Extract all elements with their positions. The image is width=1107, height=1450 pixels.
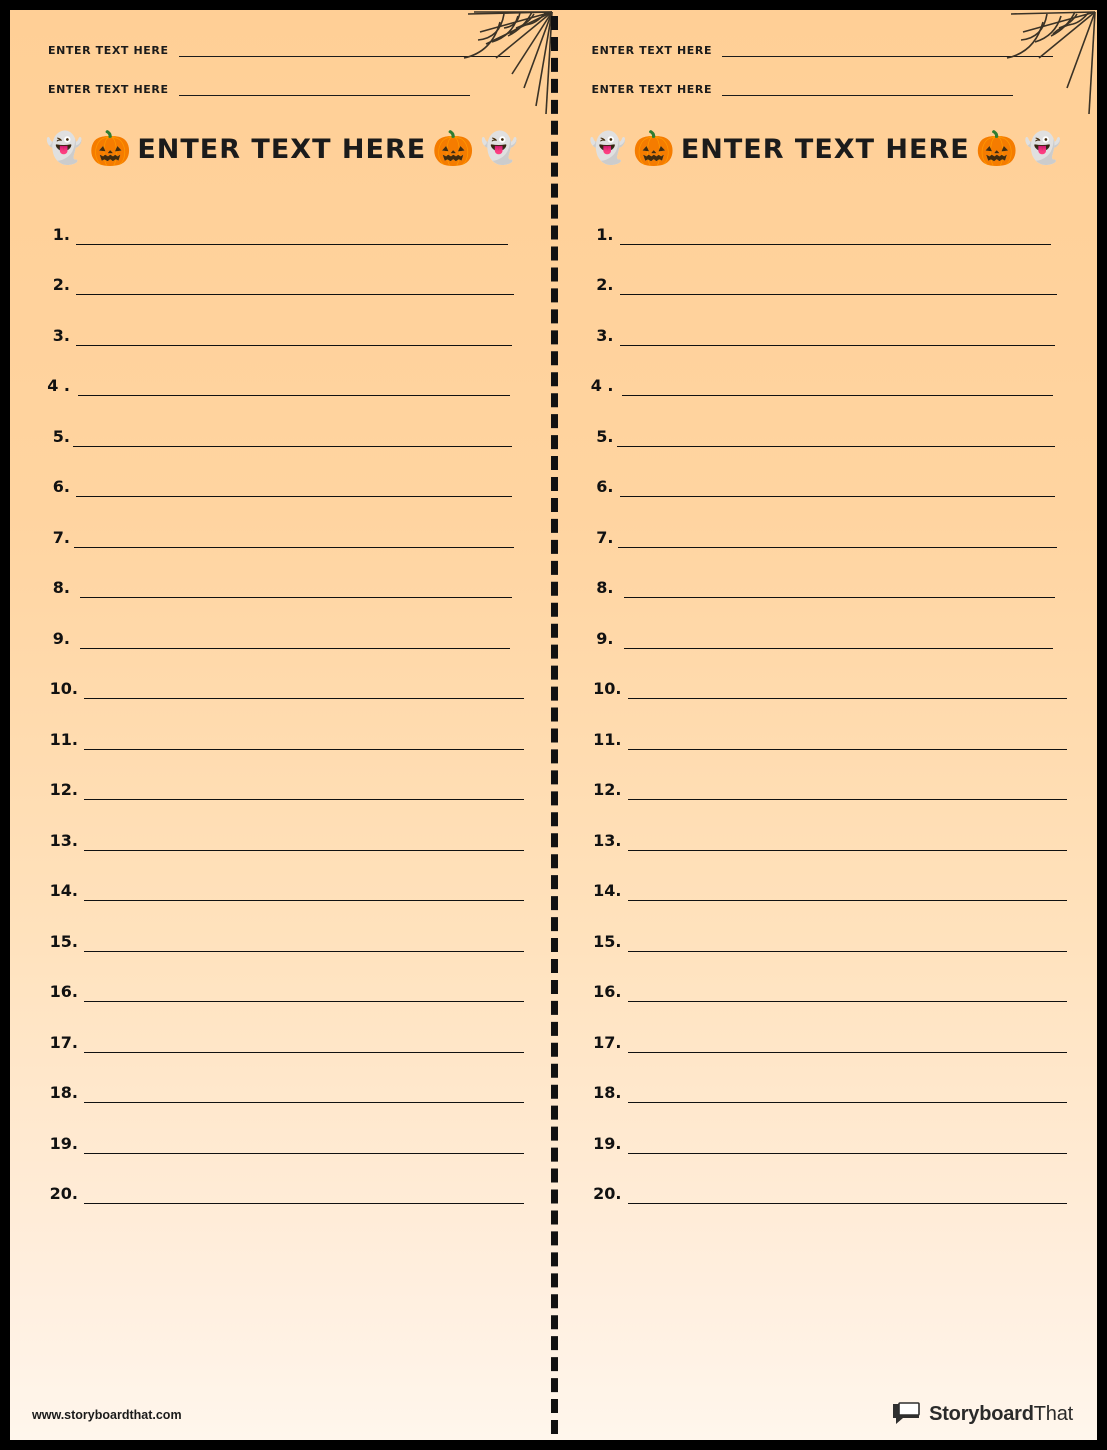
pumpkin-icon: 🎃	[432, 130, 475, 168]
list-write-line[interactable]	[84, 834, 524, 851]
list-item	[576, 396, 1068, 447]
list-write-line[interactable]	[76, 278, 514, 295]
list-write-line[interactable]	[628, 733, 1068, 750]
list-item	[576, 750, 1068, 801]
title-row	[576, 118, 1076, 180]
worksheet-sheet	[10, 10, 1097, 1440]
list-number: 5.	[52, 426, 70, 446]
list-number: 12.	[593, 780, 622, 799]
pumpkin-icon: 🎃	[975, 130, 1019, 168]
list-item	[32, 952, 524, 1003]
list-number: 7.	[52, 527, 70, 547]
list-item	[32, 750, 524, 801]
list-number: 1.	[52, 224, 70, 244]
list-number: 8.	[596, 578, 614, 597]
page-title: ENTER TEXT HERE	[137, 133, 427, 165]
list-number: 10.	[49, 679, 78, 698]
list-number: 8.	[52, 578, 70, 597]
list-item	[576, 800, 1068, 851]
list-number: 15.	[593, 931, 622, 951]
list-item	[32, 1154, 524, 1205]
list-write-line[interactable]	[76, 228, 508, 245]
list-write-line[interactable]	[84, 935, 524, 952]
list-write-line[interactable]	[74, 531, 514, 548]
list-item	[576, 346, 1068, 397]
list-item	[576, 1002, 1068, 1053]
list-number: 1.	[596, 224, 614, 244]
list-write-line[interactable]	[620, 228, 1052, 245]
list-number: 4 .	[590, 376, 614, 395]
pumpkin-icon: 🎃	[632, 130, 675, 168]
brand-name-second: That	[1033, 1402, 1073, 1425]
list-item	[576, 194, 1068, 245]
list-write-line[interactable]	[84, 1137, 524, 1154]
field-input-2[interactable]	[179, 84, 470, 96]
left-column	[10, 10, 554, 1440]
list-number: 14.	[49, 881, 78, 900]
list-number: 6.	[596, 477, 614, 496]
site-url[interactable]: www.storyboardthat.com	[32, 1408, 182, 1422]
list-number: 16.	[49, 982, 78, 1001]
list-item	[32, 295, 524, 346]
list-number: 11.	[593, 729, 622, 749]
list-write-line[interactable]	[84, 682, 524, 699]
list-write-line[interactable]	[628, 1137, 1068, 1154]
field-input-1[interactable]	[722, 45, 1053, 57]
list-number: 13.	[49, 830, 78, 850]
list-number: 18.	[49, 1083, 78, 1102]
field-row-2	[48, 57, 532, 96]
list-item	[576, 952, 1068, 1003]
list-number: 18.	[593, 1083, 622, 1102]
list-item	[32, 1053, 524, 1104]
title-row	[32, 118, 532, 180]
brand-name-first: Storyboard	[929, 1402, 1034, 1425]
list-item	[576, 1154, 1068, 1205]
list-number: 12.	[49, 780, 78, 799]
list-write-line[interactable]	[628, 1086, 1068, 1103]
list-number: 9.	[52, 628, 70, 648]
list-number: 4 .	[47, 376, 70, 395]
list-item	[576, 1053, 1068, 1104]
list-write-line[interactable]	[78, 379, 510, 396]
field-row-2	[592, 57, 1076, 96]
ghost-icon: 👻	[480, 132, 518, 165]
list-item	[576, 295, 1068, 346]
list-number: 2.	[596, 275, 614, 294]
ghost-icon: 👻	[589, 132, 627, 165]
list-number: 2.	[52, 275, 70, 294]
list-number: 19.	[49, 1133, 78, 1153]
list-write-line[interactable]	[84, 1086, 524, 1103]
list-write-line[interactable]	[84, 783, 524, 800]
list-item	[32, 901, 524, 952]
list-write-line[interactable]	[80, 581, 512, 598]
list-write-line[interactable]	[73, 430, 512, 447]
list-number: 13.	[593, 830, 622, 850]
ghost-icon: 👻	[1024, 132, 1062, 165]
ghost-icon: 👻	[45, 132, 83, 165]
pumpkin-icon: 🎃	[88, 130, 132, 168]
list-write-line[interactable]	[624, 632, 1054, 649]
list-item	[32, 447, 524, 498]
list-number: 20.	[593, 1184, 622, 1203]
list-write-line[interactable]	[628, 783, 1068, 800]
list-write-line[interactable]	[628, 884, 1068, 901]
list-item	[576, 447, 1068, 498]
list-item	[576, 901, 1068, 952]
list-item	[576, 245, 1068, 296]
list-number: 16.	[593, 982, 622, 1001]
right-column	[554, 10, 1098, 1440]
list-number: 15.	[49, 931, 78, 951]
list-write-line[interactable]	[620, 278, 1058, 295]
field-label-2: ENTER TEXT HERE	[591, 83, 713, 96]
list-item	[32, 598, 524, 649]
list-write-line[interactable]	[628, 985, 1068, 1002]
list-write-line[interactable]	[624, 581, 1056, 598]
list-write-line[interactable]	[84, 733, 524, 750]
list-item	[576, 548, 1068, 599]
list-write-line[interactable]	[628, 834, 1068, 851]
list-number: 11.	[49, 729, 78, 749]
cut-line-divider	[551, 16, 558, 1434]
footer	[10, 1380, 1097, 1440]
list-write-line[interactable]	[618, 531, 1058, 548]
list-write-line[interactable]	[620, 329, 1056, 346]
list-number: 17.	[593, 1032, 622, 1052]
list-write-line[interactable]	[84, 1036, 524, 1053]
list-number: 5.	[596, 426, 614, 446]
list-number: 9.	[596, 628, 614, 648]
list-item	[32, 346, 524, 397]
field-row-1	[48, 10, 532, 57]
list-number: 3.	[52, 325, 70, 345]
list-item	[32, 548, 524, 599]
list-write-line[interactable]	[628, 682, 1068, 699]
list-item	[32, 851, 524, 902]
brand-name	[929, 1403, 1073, 1426]
list-number: 10.	[593, 679, 622, 698]
list-number: 14.	[593, 881, 622, 900]
list-write-line[interactable]	[76, 329, 512, 346]
field-row-1	[592, 10, 1076, 57]
field-label-2: ENTER TEXT HERE	[48, 83, 169, 96]
list-number: 3.	[596, 325, 614, 345]
numbered-list	[32, 194, 532, 1204]
page-title: ENTER TEXT HERE	[680, 133, 970, 165]
list-write-line[interactable]	[628, 1036, 1068, 1053]
list-write-line[interactable]	[84, 1187, 524, 1204]
list-item	[32, 194, 524, 245]
list-item	[32, 1002, 524, 1053]
list-item	[576, 598, 1068, 649]
list-write-line[interactable]	[80, 632, 510, 649]
list-item	[32, 649, 524, 700]
list-item	[32, 800, 524, 851]
list-write-line[interactable]	[76, 480, 512, 497]
list-write-line[interactable]	[628, 1187, 1068, 1204]
speech-bubble-icon	[891, 1402, 921, 1426]
list-write-line[interactable]	[620, 480, 1056, 497]
list-write-line[interactable]	[628, 935, 1068, 952]
list-number: 19.	[593, 1133, 622, 1153]
list-item	[32, 497, 524, 548]
list-item	[32, 245, 524, 296]
list-write-line[interactable]	[84, 884, 524, 901]
list-number: 17.	[49, 1032, 78, 1052]
list-item	[32, 396, 524, 447]
numbered-list	[576, 194, 1076, 1204]
list-write-line[interactable]	[622, 379, 1054, 396]
list-number: 6.	[52, 477, 70, 496]
list-write-line[interactable]	[617, 430, 1056, 447]
field-label-1: ENTER TEXT HERE	[591, 44, 713, 57]
brand-logo	[891, 1402, 1073, 1426]
list-item	[576, 649, 1068, 700]
list-item	[576, 1103, 1068, 1154]
field-input-2[interactable]	[722, 84, 1013, 96]
list-item	[32, 1103, 524, 1154]
list-item	[576, 699, 1068, 750]
list-number: 7.	[596, 527, 614, 547]
list-number: 20.	[49, 1184, 78, 1203]
field-label-1: ENTER TEXT HERE	[48, 44, 169, 57]
field-input-1[interactable]	[179, 45, 510, 57]
list-item	[576, 851, 1068, 902]
list-write-line[interactable]	[84, 985, 524, 1002]
list-item	[32, 699, 524, 750]
list-item	[576, 497, 1068, 548]
